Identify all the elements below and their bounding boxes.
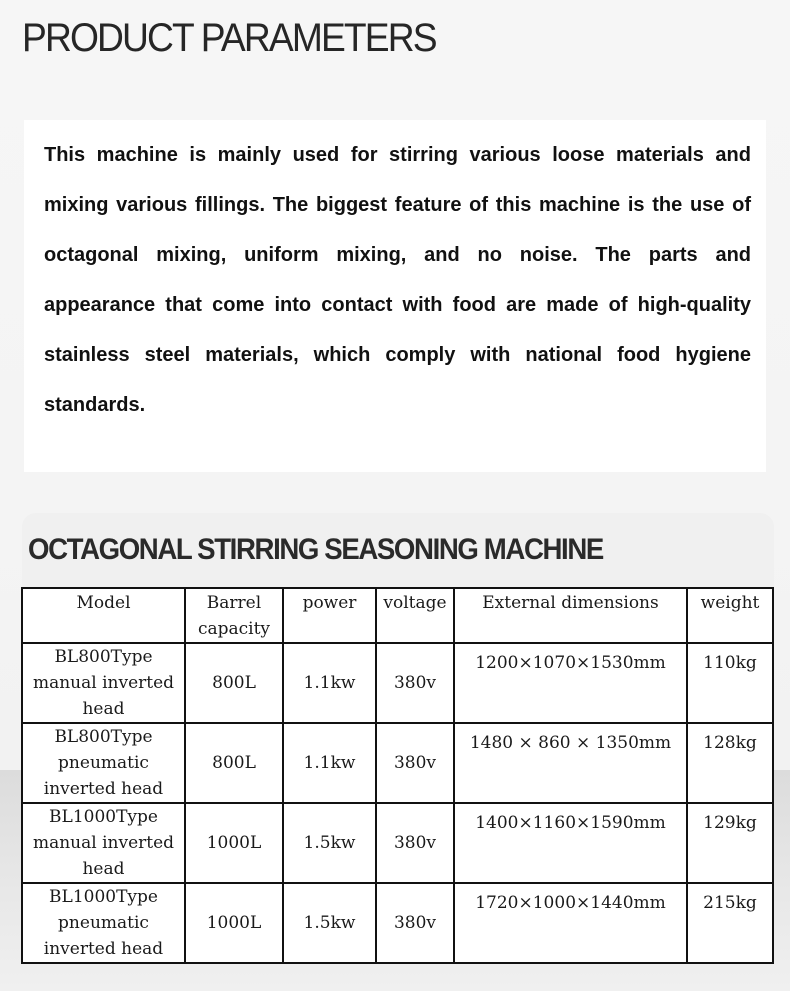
cell-power: 1.1kw [283, 723, 376, 803]
cell-power: 1.5kw [283, 803, 376, 883]
cell-dimensions: 1720×1000×1440mm [454, 883, 687, 963]
header-power: power [283, 588, 376, 643]
table-row [22, 723, 773, 803]
cell-weight: 129kg [687, 803, 773, 883]
cell-capacity: 1000L [185, 883, 283, 963]
header-weight: weight [687, 588, 773, 643]
page-title: PRODUCT PARAMETERS [22, 16, 436, 60]
table-row [22, 643, 773, 723]
table-row [22, 803, 773, 883]
cell-voltage: 380v [376, 803, 454, 883]
parameters-table [21, 587, 774, 964]
description-text: This machine is mainly used for stirring various loose materials and mixing various fillings. The biggest feature of this machine is the use of octagonal mixing, uniform mixing, and no noise. The parts and appearance that come into contact with food are made of high-quality stainless steel materials, which comply with national food hygiene standards. [44, 144, 751, 416]
parameters-table-container [21, 587, 772, 964]
description-card [24, 120, 766, 472]
cell-dimensions: 1200×1070×1530mm [454, 643, 687, 723]
cell-weight: 110kg [687, 643, 773, 723]
cell-model: BL800Type manual inverted head [22, 643, 185, 723]
cell-model: BL1000Type manual inverted head [22, 803, 185, 883]
header-external-dimensions: External dimensions [454, 588, 687, 643]
header-model: Model [22, 588, 185, 643]
cell-voltage: 380v [376, 643, 454, 723]
cell-capacity: 1000L [185, 803, 283, 883]
header-voltage: voltage [376, 588, 454, 643]
cell-weight: 128kg [687, 723, 773, 803]
header-barrel-capacity: Barrel capacity [185, 588, 283, 643]
cell-weight: 215kg [687, 883, 773, 963]
cell-voltage: 380v [376, 883, 454, 963]
cell-voltage: 380v [376, 723, 454, 803]
table-row [22, 883, 773, 963]
cell-capacity: 800L [185, 643, 283, 723]
cell-power: 1.1kw [283, 643, 376, 723]
machine-title: OCTAGONAL STIRRING SEASONING MACHINE [28, 533, 603, 566]
cell-capacity: 800L [185, 723, 283, 803]
table-header-row [22, 588, 773, 643]
cell-dimensions: 1480 × 860 × 1350mm [454, 723, 687, 803]
cell-model: BL1000Type pneumatic inverted head [22, 883, 185, 963]
cell-power: 1.5kw [283, 883, 376, 963]
cell-model: BL800Type pneumatic inverted head [22, 723, 185, 803]
cell-dimensions: 1400×1160×1590mm [454, 803, 687, 883]
